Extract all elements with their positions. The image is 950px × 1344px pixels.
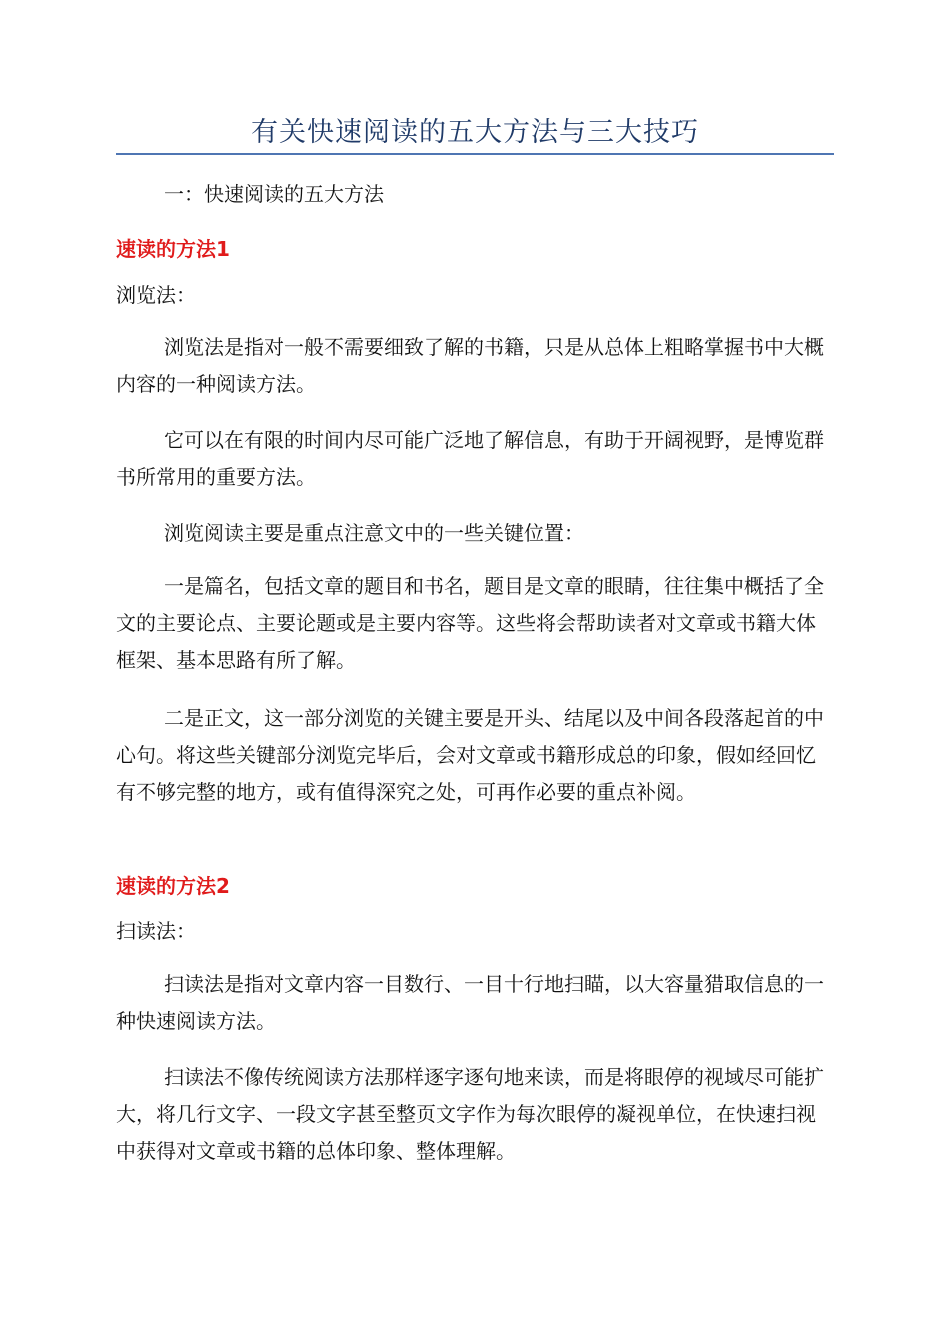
method-1-paragraph: 浏览法是指对一般不需要细致了解的书籍，只是从总体上粗略掌握书中大概内容的一种阅读方法。 xyxy=(116,335,824,396)
method-2-heading: 速读的方法2 xyxy=(116,874,230,898)
title-underline xyxy=(116,153,834,155)
method-1-heading: 速读的方法1 xyxy=(116,237,230,261)
method-1-paragraph: 它可以在有限的时间内尽可能广泛地了解信息，有助于开阔视野，是博览群书所常用的重要方法。 xyxy=(116,428,824,489)
method-1-paragraph: 二是正文，这一部分浏览的关键主要是开头、结尾以及中间各段落起首的中心句。将这些关键部分浏览完毕后，会对文章或书籍形成总的印象，假如经回忆有不够完整的地方，或有值得深究之处，可再作必要的重点补阅。 xyxy=(116,706,824,804)
document-title: 有关快速阅读的五大方法与三大技巧 xyxy=(251,117,699,148)
method-2-paragraph: 扫读法不像传统阅读方法那样逐字逐句地来读，而是将眼停的视域尽可能扩大，将几行文字、一段文字甚至整页文字作为每次眼停的凝视单位，在快速扫视中获得对文章或书籍的总体印象、整体理解。 xyxy=(116,1065,824,1163)
section-intro: 一：快速阅读的五大方法 xyxy=(164,182,384,206)
method-1-name: 浏览法： xyxy=(116,283,196,307)
method-2-name: 扫读法： xyxy=(116,919,196,943)
method-1-paragraph: 浏览阅读主要是重点注意文中的一些关键位置： xyxy=(164,521,584,545)
method-2-paragraph: 扫读法是指对文章内容一目数行、一目十行地扫瞄，以大容量猎取信息的一种快速阅读方法。 xyxy=(116,972,824,1033)
method-1-paragraph: 一是篇名，包括文章的题目和书名，题目是文章的眼睛，往往集中概括了全文的主要论点、主要论题或是主要内容等。这些将会帮助读者对文章或书籍大体框架、基本思路有所了解。 xyxy=(116,574,824,672)
